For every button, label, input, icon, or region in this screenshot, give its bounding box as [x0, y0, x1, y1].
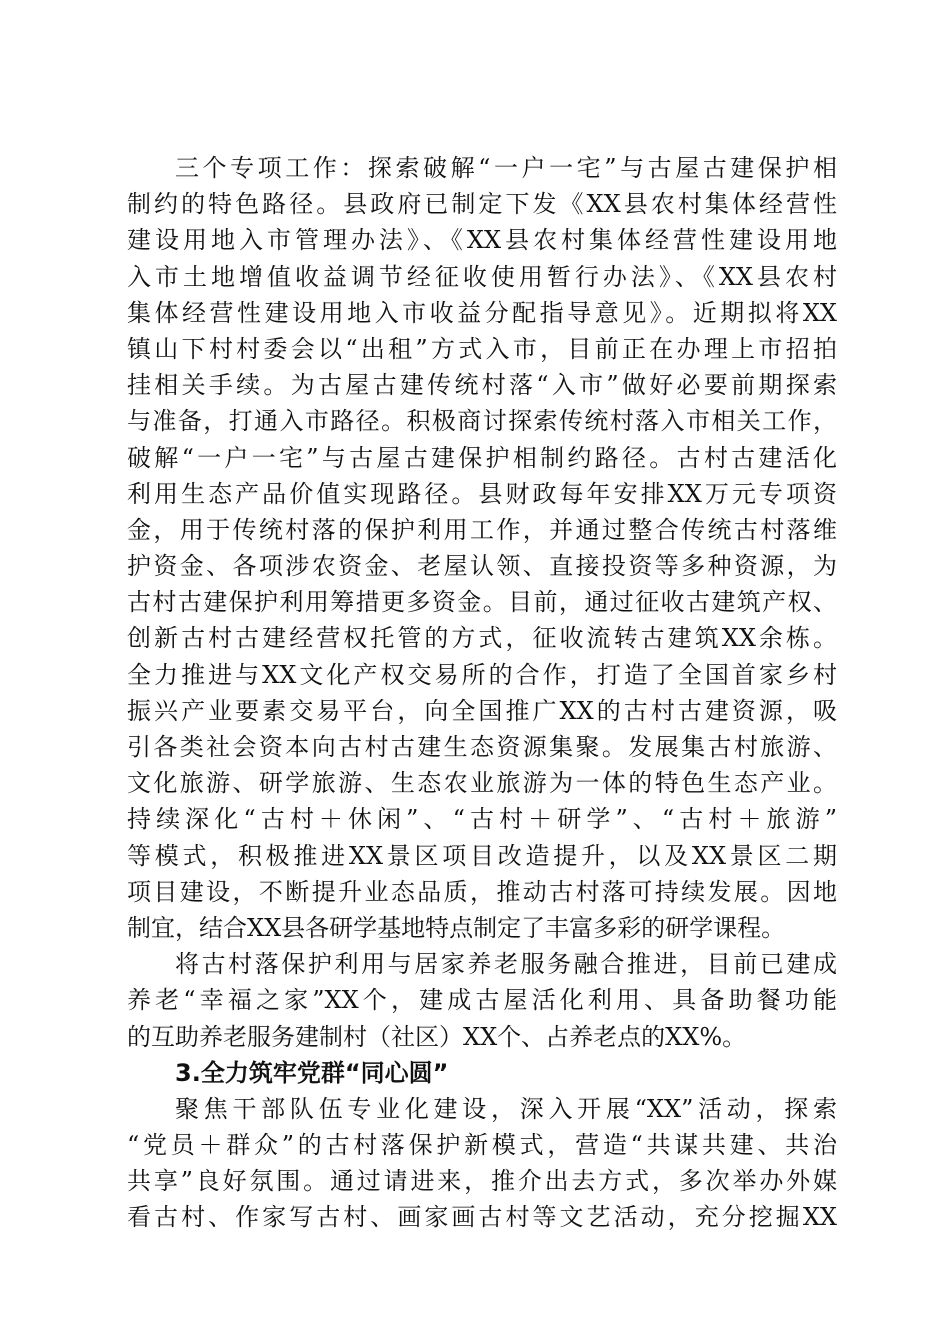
text-line: 项目建设，不断提升业态品质，推动古村落可持续发展。因地	[127, 877, 837, 906]
section-heading: 3.全力筑牢党群“同心圆”	[175, 1058, 449, 1087]
text-line: 古村古建保护利用筹措更多资金。目前，通过征收古建筑产权、	[127, 588, 837, 617]
text-line: 创新古村古建经营权托管的方式，征收流转古建筑XX余栋。	[127, 624, 837, 653]
text-line: 引各类社会资本向古村古建生态资源集聚。发展集古村旅游、	[127, 733, 837, 761]
text-line: 建设用地入市管理办法》、《XX县农村集体经营性建设用地	[127, 226, 837, 255]
text-line: 破解“一户一宅”与古屋古建保护相制约路径。古村古建活化	[127, 443, 837, 472]
text-line: 文化旅游、研学旅游、生态农业旅游为一体的特色生态产业。	[127, 769, 837, 798]
text-line: 共享”良好氛围。通过请进来，推介出去方式，多次举办外媒	[127, 1167, 837, 1196]
document-page	[127, 150, 837, 1236]
text-line: 利用生态产品价值实现路径。县财政每年安排XX万元专项资	[127, 479, 837, 508]
text-line: 持续深化“古村＋休闲”、“古村＋研学”、“古村＋旅游”	[127, 805, 837, 834]
text-line: 入市土地增值收益调节经征收使用暂行办法》、《XX县农村	[127, 262, 837, 291]
paragraph-elderly-care	[127, 946, 837, 1055]
paragraph-special-projects	[127, 150, 837, 946]
text-line: 看古村、作家写古村、画家画古村等文艺活动，充分挖掘XX	[127, 1203, 837, 1232]
text-line: 制宜，结合XX县各研学基地特点制定了丰富多彩的研学课程。	[127, 913, 786, 942]
text-line: 将古村落保护利用与居家养老服务融合推进，目前已建成	[175, 950, 837, 979]
text-line: 挂相关手续。为古屋古建传统村落“入市”做好必要前期探索	[127, 371, 837, 400]
text-line: 金，用于传统村落的保护利用工作，并通过整合传统古村落维	[127, 515, 837, 544]
text-line: 全力推进与XX文化产权交易所的合作，打造了全国首家乡村	[127, 660, 837, 689]
text-line: 等模式，积极推进XX景区项目改造提升，以及XX景区二期	[127, 841, 837, 870]
text-line: “党员＋群众”的古村落保护新模式，营造“共谋共建、共治	[127, 1131, 837, 1160]
text-line: 镇山下村村委会以“出租”方式入市，目前正在办理上市招拍	[127, 334, 837, 363]
text-line: 的互助养老服务建制村（社区）XX个、占养老点的XX%。	[127, 1022, 747, 1051]
text-line: 制约的特色路径。县政府已制定下发《XX县农村集体经营性	[127, 190, 837, 219]
text-line: 养老“幸福之家”XX个，建成古屋活化利用、具备助餐功能	[127, 986, 837, 1015]
text-line: 聚焦干部队伍专业化建设，深入开展“XX”活动，探索	[175, 1094, 837, 1123]
text-line: 集体经营性建设用地入市收益分配指导意见》。近期拟将XX	[127, 298, 837, 327]
text-line: 护资金、各项涉农资金、老屋认领、直接投资等多种资源，为	[127, 552, 837, 581]
text-line: 振兴产业要素交易平台，向全国推广XX的古村古建资源，吸	[127, 696, 837, 725]
text-line: 三个专项工作：探索破解“一户一宅”与古屋古建保护相	[175, 154, 837, 182]
paragraph-party-masses	[127, 1091, 837, 1236]
text-line: 与准备，打通入市路径。积极商讨探索传统村落入市相关工作，	[127, 407, 837, 436]
